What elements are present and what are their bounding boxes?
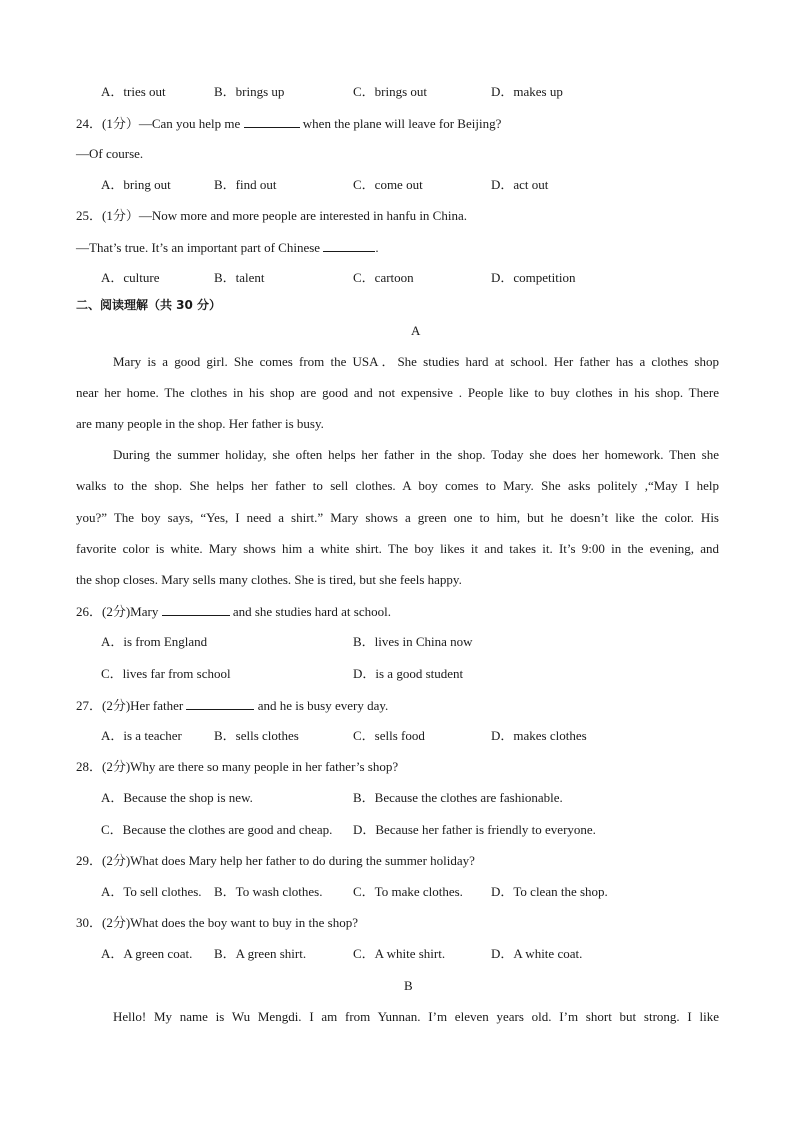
q24-blank[interactable] — [244, 115, 300, 128]
q28-option-a[interactable]: A．Because the shop is new. — [101, 790, 253, 805]
q30-option-a[interactable]: A．A green coat. — [101, 946, 193, 961]
q27-option-c[interactable]: C．sells food — [353, 728, 425, 743]
q23-option-d[interactable]: D．makes up — [491, 84, 563, 99]
q27-option-d[interactable]: D．makes clothes — [491, 728, 587, 743]
q24-option-a[interactable]: A．bring out — [101, 177, 171, 192]
passage-a-line: Mary is a good girl. She comes from the USA．She studies hard at school. Her father has a clothes shop — [113, 354, 719, 369]
q28-option-d[interactable]: D．Because her father is friendly to everyone. — [353, 822, 596, 837]
passage-a-line: you?” The boy says, “Yes, I need a shirt.” Mary shows a green one to him, but he doesn’t like the color. His — [76, 510, 719, 525]
q30-stem: 30．(2分)What does the boy want to buy in the shop? — [76, 915, 358, 930]
q29-option-a[interactable]: A．To sell clothes. — [101, 884, 202, 899]
passage-a-line: walks to the shop. She helps her father to sell clothes. A boy comes to Mary. She asks politely ,“May I help — [76, 478, 719, 493]
q26-option-a[interactable]: A．is from England — [101, 634, 208, 649]
passage-a-line: the shop closes. Mary sells many clothes. She is tired, but she feels happy. — [76, 572, 462, 587]
q23-option-b[interactable]: B．brings up — [214, 84, 285, 99]
q25-option-b[interactable]: B．talent — [214, 270, 265, 285]
q27-option-a[interactable]: A．is a teacher — [101, 728, 182, 743]
passage-a-label: A — [411, 323, 421, 338]
q24-option-c[interactable]: C．come out — [353, 177, 423, 192]
q27-suffix: and he is busy every day. — [257, 698, 389, 713]
q26-option-d[interactable]: D．is a good student — [353, 666, 464, 681]
q25-line1: 25．(1分）—Now more and more people are interested in hanfu in China. — [76, 208, 467, 223]
q30-option-d[interactable]: D．A white coat. — [491, 946, 583, 961]
q24-option-b[interactable]: B．find out — [214, 177, 277, 192]
section-heading: 二、阅读理解（共 30 分） — [76, 298, 222, 312]
q26-blank[interactable] — [162, 603, 230, 616]
q23-option-c[interactable]: C．brings out — [353, 84, 428, 99]
q26-prefix: 26．(2分)Mary — [76, 604, 159, 619]
q27-blank[interactable] — [186, 697, 254, 710]
q28-option-b[interactable]: B．Because the clothes are fashionable. — [353, 790, 563, 805]
q25-option-d[interactable]: D．competition — [491, 270, 576, 285]
q27-option-b[interactable]: B．sells clothes — [214, 728, 299, 743]
q29-option-b[interactable]: B．To wash clothes. — [214, 884, 323, 899]
passage-b-line: Hello! My name is Wu Mengdi. I am from Yunnan. I’m eleven years old. I’m short but strong. I like — [113, 1009, 719, 1024]
q24-stem — [76, 115, 501, 132]
q28-stem: 28．(2分)Why are there so many people in her father’s shop? — [76, 759, 399, 774]
q26-option-b[interactable]: B．lives in China now — [353, 634, 473, 649]
q23-option-a[interactable]: A．tries out — [101, 84, 166, 99]
q25-option-a[interactable]: A．culture — [101, 270, 160, 285]
q28-option-c[interactable]: C．Because the clothes are good and cheap. — [101, 822, 333, 837]
q24-prefix: 24．(1分）—Can you help me — [76, 116, 241, 131]
q26-suffix: and she studies hard at school. — [232, 604, 391, 619]
passage-a-line: near her home. The clothes in his shop are good and not expensive . People like to buy clothes in his shop. There — [76, 385, 719, 400]
q30-option-c[interactable]: C．A white shirt. — [353, 946, 446, 961]
q24-option-d[interactable]: D．act out — [491, 177, 549, 192]
q29-option-d[interactable]: D．To clean the shop. — [491, 884, 608, 899]
q25-blank[interactable] — [323, 239, 375, 252]
q30-option-b[interactable]: B．A green shirt. — [214, 946, 307, 961]
q29-option-c[interactable]: C．To make clothes. — [353, 884, 463, 899]
q25-line2 — [76, 239, 379, 256]
q25-option-c[interactable]: C．cartoon — [353, 270, 414, 285]
q27-prefix: 27．(2分)Her father — [76, 698, 184, 713]
q25-line2-prefix: —That’s true. It’s an important part of Chinese — [76, 240, 321, 255]
q26-stem — [76, 603, 391, 620]
passage-a-line: favorite color is white. Mary shows him a white shirt. The boy likes it and takes it. It’s 9:00 in the evening, and — [76, 541, 719, 556]
q24-reply: —Of course. — [76, 146, 144, 161]
passage-b-label: B — [404, 978, 413, 993]
q29-stem: 29．(2分)What does Mary help her father to do during the summer holiday? — [76, 853, 475, 868]
passage-a-line: During the summer holiday, she often helps her father in the shop. Today she does her homework. Then she — [113, 447, 719, 462]
q27-stem — [76, 697, 388, 714]
q24-suffix: when the plane will leave for Beijing? — [302, 116, 502, 131]
q25-line2-suffix: . — [375, 240, 379, 255]
passage-a-line: are many people in the shop. Her father is busy. — [76, 416, 324, 431]
q26-option-c[interactable]: C．lives far from school — [101, 666, 231, 681]
